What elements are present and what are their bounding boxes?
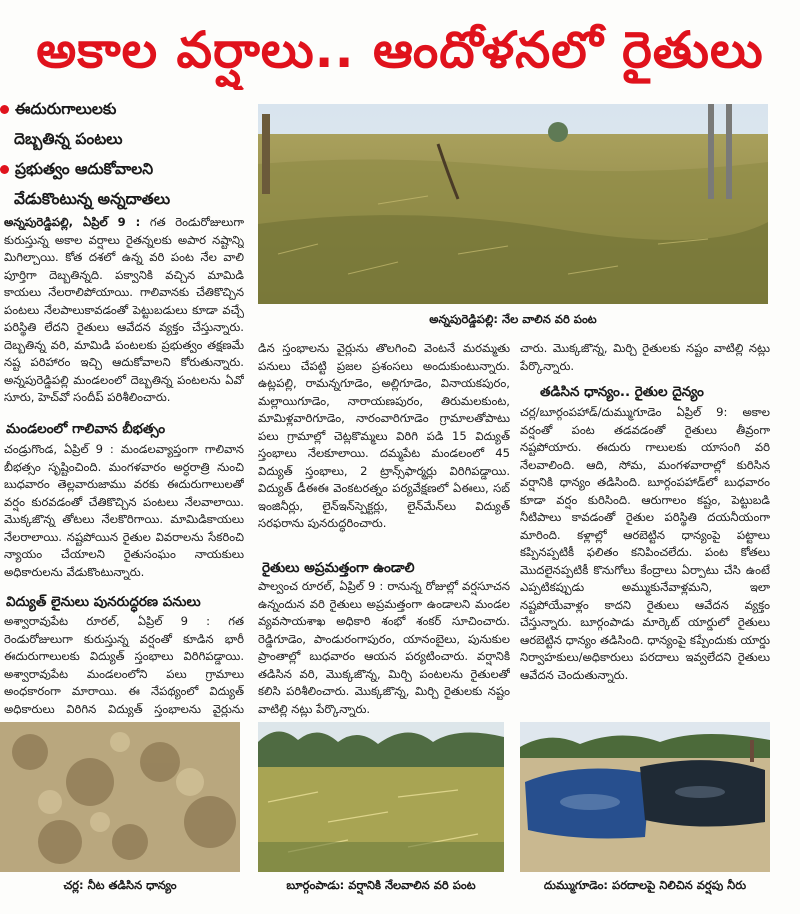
section-2-dateline: అశ్వారావుపేట రూరల్, ఏప్రిల్ 9 : — [4, 614, 211, 628]
bottom-photo-2-caption: బూర్గంపాడు: వర్షానికి నేలవాలిన వరి పంట — [286, 878, 476, 892]
main-dateline: అన్నపురెడ్డిపల్లి, ఏప్రిల్ 9 : — [4, 215, 141, 229]
section-4-dateline: చర్ల/బూర్గంపహాడ్/దుమ్ముగూడెం ఏప్రిల్ 9: — [520, 405, 728, 419]
bullet-1-line-1: ఈదురుగాలులకు — [0, 100, 116, 122]
bullet-dot-icon — [0, 105, 9, 114]
section-heading-2: విద్యుత్ లైనులు పునరుద్ధరణ పనులు — [6, 594, 201, 610]
section-3-text — [258, 578, 510, 718]
section-3-dateline: పాల్వంచ రూరల్, ఏప్రిల్ 9 : — [258, 579, 384, 593]
section-3-text-col3: చారు. మొక్కజొన్న, మిర్చి రైతులకు నష్టం వాటిల్లి నట్లు పేర్కొన్నారు. — [520, 341, 770, 373]
top-photo-paddy — [258, 104, 768, 304]
headline: అకాల వర్షాలు.. ఆందోళనలో రైతులు — [36, 21, 764, 79]
section-4-text — [520, 404, 770, 718]
section-1-body: మండలవ్యాప్తంగా గాలివాన బీభత్సం సృష్టించింది. మంగళవారం అర్ధరాత్రి నుంచి బుధవారం తెల్లవారుజాము వరకు ఈదురుగాలులతో వర్షం కురవడంతో చేతికొచ్చిన పంటలు నేలవాలాయి. మొక్కజొన్న తోటలు నేలకొరిగాయి. మామిడికాయలు నేలరాలాయి. నష్టపోయిన రైతుల వివరాలను సేకరించి న్యాయం చేయాలని రైతుసంఘం నాయకులు అధికారులను వేడుకొంటున్నారు. — [4, 442, 244, 579]
bullet-1-line-2: దెబ్బతిన్న పంటలు — [14, 130, 123, 148]
bullet-2-line-1: ప్రభుత్వం ఆదుకోవాలని — [0, 160, 153, 182]
bottom-photo-1-caption: చర్ల: నీట తడిసిన ధాన్యం — [63, 878, 177, 892]
bullet-dot-icon — [0, 165, 9, 174]
bottom-photo-3-caption: దుమ్ముగూడెం: పరదాలపై నిలిచిన వర్షపు నీరు — [543, 878, 747, 892]
section-4-body: అకాల వర్షంతో పంట తడవడంతో రైతులు తీవ్రంగా నష్టపోయారు. ఈదురు గాలులకు యాసంగి వరి నేలవాలింది. ఆది, సోమ, మంగళవారాల్లో కురిసిన వర్షానికి ధాన్యం తడిసింది. బూర్గంపహాడ్‌లో బుధవారం కూడా వర్షం కురిసింది. ఆరుగాలం కష్టం, పెట్టుబడి నీటిపాలు కావడంతో రైతుల పరిస్థితి దయనీయంగా మారింది. కళ్లాల్లో ఆరబెట్టిన ధాన్యంపై పట్టాలు కప్పినప్పటికీ ఫలితం కనిపించలేదు. పంట కోతలు మొదలైనప్పటికీ కొనుగోలు కేంద్రాలు ఏర్పాటు చేసి ఉంటే ఎప్పటికప్పుడు అమ్ముకునేవాళ్లమని, ఇలా నష్టపోయేవాళ్లం కాదని రైతులు ఆవేదన వ్యక్తం చేస్తున్నారు. బూర్గంపాడు మార్కెట్ యార్డులో రైతులు ఆరబెట్టిన ధాన్యం తడిసింది. ధాన్యంపై కప్పేందుకు యార్డు నిర్వాహకులు/అధికారులు పరదాలు ఇవ్వలేదని రైతులు ఆవేదన చెందుతున్నారు. — [520, 405, 770, 682]
section-1-text — [4, 441, 244, 589]
section-2-body: గత రెండురోజులుగా కురుస్తున్న వర్షంతో కూడిన భారీ ఈదురుగాలులకు విద్యుత్ స్తంభాలు విరిగిపడ్డాయి. అశ్వారావుపేట మండలంలోని పలు గ్రామాలు అంధకారంగా మారాయి. ఈ నేపథ్యంలో విద్యుత్ అధికారులు విరిగిన విద్యుత్ స్తంభాలను వైర్లును — [4, 614, 244, 716]
section-2-text-col2: డిన స్తంభాలను వైర్లును తొలగించి వెంటనే మరమ్మతు పనులు చేపట్టి ప్రజల ప్రశంసలు అందుకుంటున్నారు. ఉట్లపల్లి, రామన్నగూడెం, అల్లిగూడెం, వినాయకపురం, మల్లాయిగూడెం, నారాయణపురం, తిరుమలకుంట, మామిళ్లవారిగూడెం, నారంవారిగూడెం గ్రామాలతోపాటు పలు గ్రామాల్లో చెట్లకొమ్మలు విరిగి పడి 15 విద్యుత్ స్తంభాలు నేలకూలాయి. దమ్మపేట మండలంలో 45 విద్యుత్ స్తంభాలు, 2 ట్రాన్స్‌ఫార్మర్లు విరిగిపడ్డాయి. విద్యుత్ డీఈఈ వెంకటరత్నం పర్యవేక్షణలో ఏఈలు, సబ్ ఇంజినీర్లు, లైన్‌ఇన్‌స్పెక్టర్లు, లైన్‌మేన్‌లు విద్యుత్ సరఫరాను పునరుద్ధరించారు. — [258, 341, 510, 530]
section-heading-1: మండలంలో గాలివాన బీభత్సం — [6, 421, 166, 437]
bottom-photo-3 — [520, 722, 770, 872]
main-body: గత రెండురోజులుగా కురుస్తున్న అకాల వర్షాలు రైతన్నలకు అపార నష్టాన్ని మిగిల్చాయి. కోత దశలో ఉన్న వరి పంట నేల వాలి పూర్తిగా దెబ్బతిన్నది. పక్వానికి వచ్చిన మామిడి కాయలు నేలరాలిపోయాయి. గాలివానకు చేతికొచ్చిన పంటలు నేలపాలుకావడంతో పెట్టుబడులు కూడా వచ్చే పరిస్థితి లేదని రైతులు ఆవేదన వ్యక్తం చేస్తున్నారు. దెబ్బతిన్న వరి, మామిడి పంటలకు ప్రభుత్వం తక్షణమే నష్ట పరిహారం ఇచ్చి ఆదుకోవాలని కోరుతున్నారు. అన్నపురెడ్డిపల్లి మండలంలో దెబ్బతిన్న పంటలను ఏవో సూరు, హెచ్‌వో సందీప్ పరిశీలించారు. — [4, 215, 244, 404]
top-photo-caption: అన్నపురెడ్డిపల్లి: నేల వాలిన వరి పంట — [429, 312, 597, 326]
section-heading-3: రైతులు అప్రమత్తంగా ఉండాలి — [262, 560, 415, 576]
section-heading-4: తడిసిన ధాన్యం.. రైతుల దైన్యం — [540, 384, 704, 400]
section-3-body: రానున్న రోజుల్లో వర్షసూచన ఉన్నందున వరి రైతులు అప్రమత్తంగా ఉండాలని మండల వ్యవసాయశాఖ అధికారి శంభో శంకర్ సూచించారు. రెడ్డిగూడెం, పాండురంగాపురం, యానంబైలు, పునుకుల ప్రాంతాల్లో బుధవారం ఆయన పర్యటించారు. వర్షానికి తడిసిన వరి, మొక్కజొన్న, మిర్చి పంటలను రైతులతో కలిసి పరిశీలించారు. మొక్కజొన్న, మిర్చి రైతులకు నష్టం వాటిల్లి నట్లు పేర్కొన్నారు. — [258, 579, 510, 716]
section-1-dateline: చండ్రుగొండ, ఏప్రిల్ 9 : — [4, 442, 114, 456]
bottom-photo-2 — [258, 722, 504, 872]
main-story — [4, 214, 244, 420]
bottom-photo-1 — [0, 722, 240, 872]
bullet-2-line-2: వేడుకొంటున్న అన్నదాతలు — [14, 190, 171, 208]
section-2-text-col1 — [4, 613, 244, 717]
